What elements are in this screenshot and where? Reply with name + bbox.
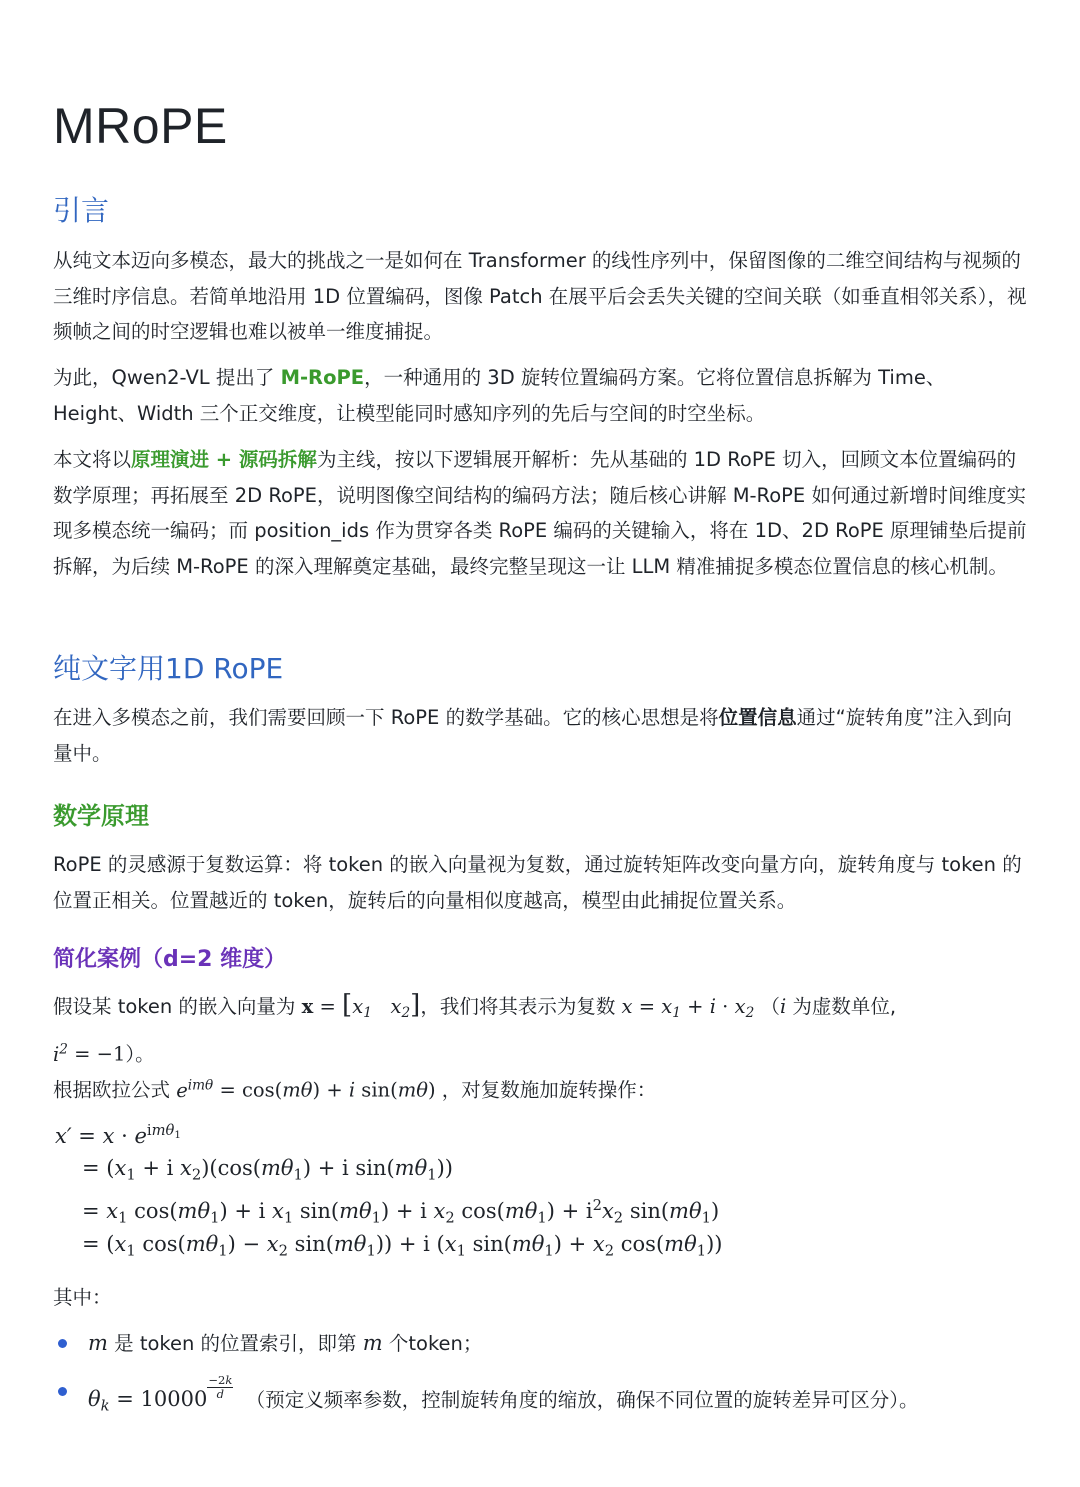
- section-heading-intro: 引言: [53, 194, 110, 227]
- bold-position-info: 位置信息: [718, 706, 797, 729]
- equation-line-2: = ($x_1 + i$ $x_2)(\cos(m\theta_1) + i$ $\sin(m\theta_1)$): [82, 1156, 453, 1184]
- text: 假设某 token 的嵌入向量为: [53, 995, 302, 1018]
- intro-paragraph-3: [53, 442, 1028, 584]
- math: m: [88, 1331, 108, 1355]
- text: 为此，Qwen2-VL 提出了: [53, 366, 281, 389]
- math: m: [362, 1331, 383, 1355]
- list-item-theta: [88, 1374, 919, 1424]
- example-paragraph-2: [53, 1068, 1028, 1108]
- text: 在进入多模态之前，我们需要回顾一下 RoPE 的数学基础。它的核心思想是将: [53, 706, 719, 729]
- equation-line-4: = ($x_1$ $\cos(m\theta_1) - x_2$ $\sin(m\theta_1)) + i$ ($x_1$ $\sin(m\theta_1) + x_2$ $\cos(m\theta_1)$): [82, 1232, 723, 1260]
- text: 为主线，按以下逻辑展开解析：先从基础的 1D RoPE 切入，回顾文本位置编码的数学原理；再拓展至 2D RoPE，说明图像空间结构的编码方法；随后核心讲解 M-RoPE 如何通过新增时间维度实现多模态统一编码；而 position_ids 作为贯穿各类 RoPE 编码的关键输入，将在 1D、2D RoPE 原理铺垫后提前拆解，为后续 M-RoPE 的深入理解奠定基础，最终完整呈现这一让 LLM 精准捕捉多模态位置信息的核心机制。: [53, 448, 1027, 578]
- highlight-principle-source: 原理演进 + 源码拆解: [131, 448, 317, 471]
- math: =: [313, 995, 343, 1018]
- math-theta-formula: $\theta_k = 10000$ $\frac{-2k}{d}$: [88, 1373, 233, 1415]
- math: $x_1$: [661, 995, 681, 1022]
- section-heading-1d-rope: 纯文字用1D RoPE: [53, 652, 284, 685]
- list-item-m: [88, 1326, 482, 1361]
- math: =: [632, 995, 662, 1018]
- example-paragraph-1: [53, 987, 1028, 1073]
- text: （预定义频率参数，控制旋转角度的缩放，确保不同位置的旋转差异可区分）。: [245, 1388, 919, 1412]
- text: （: [760, 995, 780, 1018]
- text: 为虚数单位,: [786, 995, 897, 1018]
- math: = −1: [67, 1042, 126, 1066]
- math: $i^2$: [53, 1041, 68, 1066]
- bullet-dot-icon: [58, 1339, 67, 1348]
- subsubsection-heading-example: 简化案例（d=2 维度）: [53, 947, 287, 972]
- text: 是 token 的位置索引，即第: [107, 1332, 363, 1355]
- math-vector-x: x: [301, 995, 314, 1018]
- highlight-m-rope: M-RoPE: [280, 366, 365, 389]
- text: ，一种通用的 3D 旋转位置编码方案。它将位置信息拆解为 Time、Height、Width 三个正交维度，让模型能同时感知序列的先后与空间的时空坐标。: [53, 366, 946, 425]
- subsection-heading-math: 数学原理: [53, 802, 149, 830]
- math-complex-x: x: [621, 995, 633, 1018]
- math: [: [342, 990, 353, 1020]
- math: i: [709, 995, 716, 1018]
- text: 本文将以: [53, 448, 132, 471]
- bullet-dot-icon: [58, 1387, 67, 1396]
- text: 根据欧拉公式: [53, 1078, 177, 1102]
- text: 通过“旋转角度”注入到向量中。: [53, 706, 1012, 765]
- equation-line-1: $x' = x \cdot e^{im\theta_1}$: [55, 1122, 181, 1149]
- math: +: [680, 995, 710, 1018]
- text: ，对复数施加旋转操作：: [441, 1078, 657, 1102]
- math: $x_2$: [734, 995, 755, 1022]
- page-title: MRoPE: [53, 98, 228, 154]
- math: i: [779, 995, 787, 1018]
- rope1d-paragraph: [53, 700, 1028, 771]
- math: $x_1$ $x_2$: [352, 995, 411, 1022]
- math-paragraph: RoPE 的灵感源于复数运算：将 token 的嵌入向量视为复数，通过旋转矩阵改变向量方向，旋转角度与 token 的位置正相关。位置越近的 token，旋转后的向量相似度越高，模型由此捕捉位置关系。: [53, 853, 1022, 912]
- equation-line-3: = $x_1$ $\cos(m\theta_1) + i$ $x_1$ $\sin(m\theta_1) + i$ $x_2$ $\cos(m\theta_1) + i^2x_2$ $\sin(m\theta_1)$: [82, 1197, 720, 1227]
- text: 个token；: [382, 1332, 483, 1355]
- math: = cos(mθ) + i sin(mθ): [213, 1078, 442, 1102]
- math: ·: [715, 995, 735, 1018]
- text: ，我们将其表示为复数: [420, 995, 622, 1018]
- math-euler: $e^{im\theta}$: [176, 1077, 214, 1102]
- where-label: 其中：: [53, 1286, 112, 1309]
- math: ]: [410, 990, 421, 1020]
- text: ）。: [125, 1042, 155, 1066]
- intro-paragraph-2: [53, 360, 1028, 431]
- intro-paragraph-1: 从纯文本迈向多模态，最大的挑战之一是如何在 Transformer 的线性序列中，保留图像的二维空间结构与视频的三维时序信息。若简单地沿用 1D 位置编码，图像 Patch 在展平后会丢失关键的空间关联（如垂直相邻关系），视频帧之间的时空逻辑也难以被单一维度捕捉。: [53, 249, 1027, 343]
